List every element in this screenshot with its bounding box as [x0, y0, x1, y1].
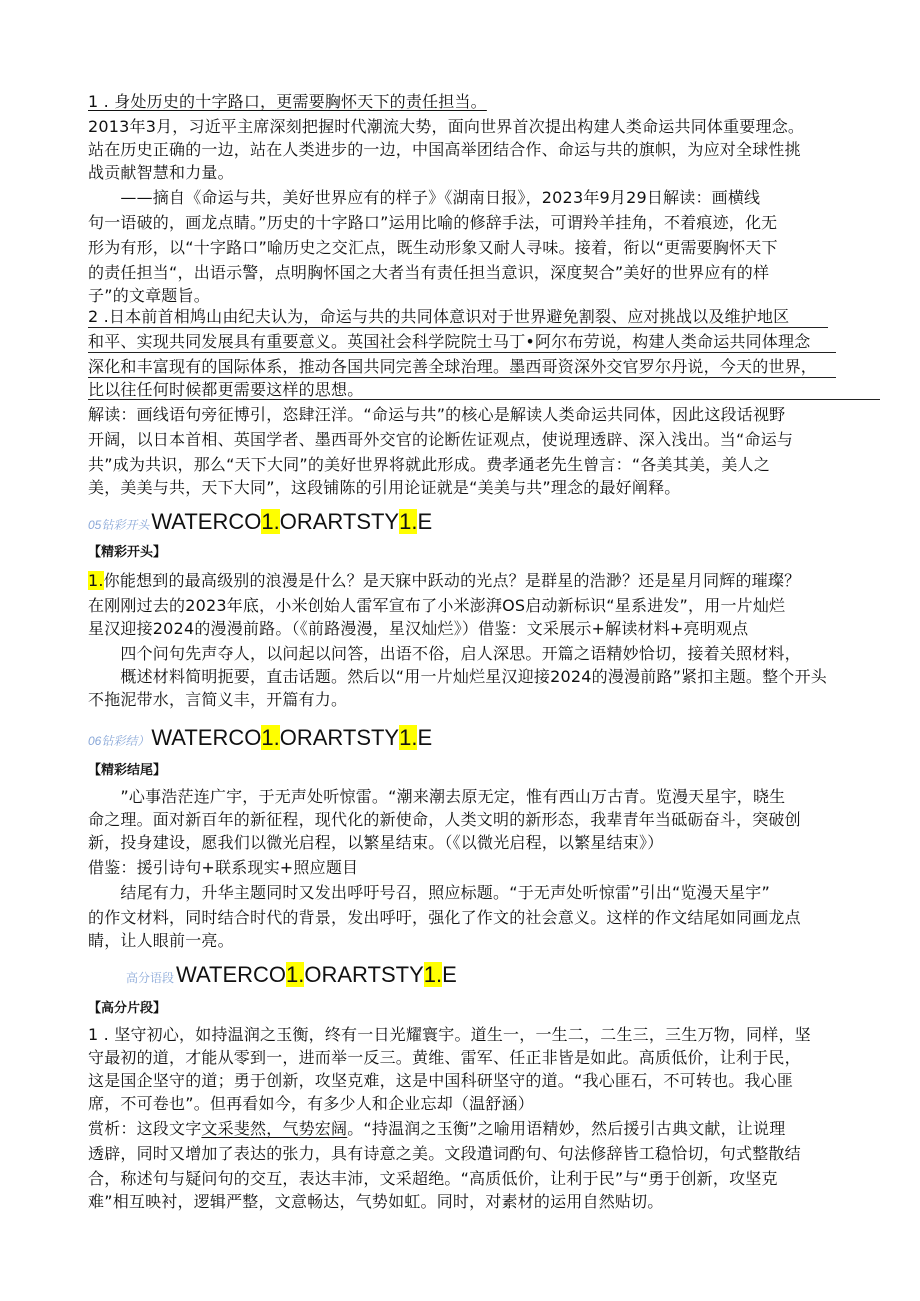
line-text: 你能想到的最高级别的浪漫是什么？是天寐中跃动的光点？是群星的浩渺？还是星月同辉的璀璨？	[103, 571, 801, 590]
reading-line: 共”成为共识，那么“天下大同”的美好世界将就此形成。费孝通老先生曾言：“各美其美，美人之	[88, 455, 770, 474]
underline-rule	[88, 399, 880, 400]
paragraph-line: 结尾有力，升华主题同时又发出呼吁号召，照应标题。“于无声处听惊雷”引出“览漫天星宇”	[88, 883, 770, 902]
heading-text: E	[417, 509, 433, 534]
paragraph-line: 四个问句先声夺人，以问起以问答，出语不俗，启人深思。开篇之语精妙恰切，接着关照材料，	[88, 644, 801, 663]
section-label: 06钻彩结）	[88, 734, 150, 748]
heading-text: E	[442, 962, 457, 987]
section-label: 05钻彩开头	[88, 518, 150, 532]
paragraph-line: 在刚刚过去的2023年底，小米创始人雷军宣布了小米澎湃OS启动新标识“星系进发”，用一片灿烂	[88, 596, 786, 615]
highlight-mark: 1.	[261, 725, 280, 750]
line-text: 赏析：这段文字	[88, 1119, 202, 1138]
paragraph-line	[88, 569, 848, 592]
item-2-line: 和平、实现共同发展具有重要意义。英国社会科学院院士马丁•阿尔布劳说，构建人类命运共同体理念	[88, 332, 811, 351]
paragraph-line: 2013年3月，习近平主席深刻把握时代潮流大势，面向世界首次提出构建人类命运共同体重要理念。	[88, 117, 805, 136]
section-tag: 【高分片段】	[88, 1001, 167, 1016]
highlight-mark: 1.	[286, 962, 305, 987]
highlight-mark: 1.	[88, 571, 104, 590]
section-tag: 【精彩结尾】	[88, 763, 167, 778]
reading-line: 开阔，以日本首相、英国学者、墨西哥外交官的论断佐证观点，使说理透辟、深入浅出。当“命运与	[88, 430, 794, 449]
paragraph-line: 形为有形，以“十字路口”喻历史之交汇点，既生动形象又耐人寻味。接着，衔以“更需要胸怀天下	[88, 238, 778, 257]
item-2-line: 深化和丰富现有的国际体系，推动各国共同完善全球治理。墨西哥资深外交官罗尔丹说，今天的世界，	[88, 357, 818, 376]
paragraph-line: 的作文材料，同时结合时代的背景，发出呼吁，强化了作文的社会意义。这样的作文结尾如同画龙点	[88, 908, 801, 927]
section-heading-07	[126, 961, 457, 992]
paragraph-line: 席，不可卷也”。但再看如今，有多少人和企业忘却（温舒涵）	[88, 1094, 534, 1113]
heading-text: ORARTSTY	[304, 962, 424, 987]
section-label: 高分语段	[126, 971, 175, 985]
paragraph-line: 透辟，同时又增加了表达的张力，具有诗意之美。文段遣词酌句、句法修辞皆工稳恰切，句式整散结	[88, 1144, 801, 1163]
appreciation-line	[88, 1117, 848, 1140]
section-tag: 【精彩开头】	[88, 545, 167, 560]
reading-line: 美，美美与共，天下大同”，这段铺陈的引用论证就是“美美与共”理念的最好阐释。	[88, 478, 681, 497]
paragraph-line: 合，称述句与疑问句的交互，表达丰沛，文采超绝。“高质低价，让利于民”与“勇于创新，攻坚克	[88, 1169, 778, 1188]
paragraph-line: 站在历史正确的一边，站在人类进步的一边，中国高举团结合作、命运与共的旗帜，为应对全球性挑	[88, 140, 801, 159]
reading-line: 解读：画线语句旁征博引，恣肆汪洋。“命运与共”的核心是解读人类命运共同体，因此这段话视野	[88, 405, 786, 424]
paragraph-line: 子”的文章题旨。	[88, 286, 210, 305]
paragraph-line: 1 . 坚守初心，如持温润之玉衡，终有一日光耀寰宇。道生一，一生二，二生三，三生万物，同样，坚	[88, 1025, 811, 1044]
heading-text: WATERCO	[176, 962, 287, 987]
paragraph-line: 借鉴：援引诗句+联系现实+照应题目	[88, 858, 359, 877]
underline-rule	[88, 327, 828, 328]
source-line: ——摘自《命运与共，美好世界应有的样子》《湖南日报》，2023年9月29日解读：画横线	[88, 188, 761, 207]
section-heading-05	[88, 508, 432, 539]
highlight-mark: 1.	[399, 509, 418, 534]
paragraph-line: 的责任担当“，出语示警，点明胸怀国之大者当有责任担当意识，深度契合”美好的世界应有的样	[88, 263, 770, 282]
paragraph-line: 难”相互映衬，逻辑严整，文意畅达，气势如虹。同时，对素材的运用自然贴切。	[88, 1192, 664, 1211]
highlight-mark: 1.	[423, 962, 443, 987]
paragraph-line: 战贡献智慧和力量。	[88, 163, 234, 182]
line-text: 。“持温润之玉衡”之喻用语精妙，然后援引古典文献，让说理	[347, 1119, 786, 1138]
paragraph-line: 句一语破的，画龙点睛。”历史的十字路口”运用比喻的修辞手法，可谓羚羊挂角，不着痕迹，化无	[88, 213, 778, 232]
item-1-title: 1 . 身处历史的十字路口，更需要胸怀天下的责任担当。	[88, 92, 487, 111]
underlined-phrase: 文采斐然，气势宏阔	[201, 1119, 348, 1138]
paragraph-line: 不拖泥带水，言简义丰，开篇有力。	[88, 690, 348, 709]
paragraph-line: 星汉迎接2024的漫漫前路。（《前路漫漫，星汉灿烂》）借鉴：文采展示+解读材料+亮明观点	[88, 619, 749, 638]
heading-text: WATERCO	[151, 725, 262, 750]
highlight-mark: 1.	[261, 509, 280, 534]
paragraph-line: 这是国企坚守的道；勇于创新，攻坚克难，这是中国科研坚守的道。“我心匪石，不可转也。我心匪	[88, 1071, 794, 1090]
underline-rule	[88, 352, 836, 353]
highlight-mark: 1.	[399, 725, 418, 750]
paragraph-line: 守最初的道，才能从零到一，进而举一反三。黄维、雷军、任正非皆是如此。高质低价，让利于民，	[88, 1048, 801, 1067]
heading-text: ORARTSTY	[279, 509, 400, 534]
section-heading-06	[88, 724, 432, 755]
heading-text: WATERCO	[151, 509, 262, 534]
item-2-line: 比以往任何时候都更需要这样的思想。	[88, 380, 364, 399]
paragraph-line: ”心事浩茫连广宇，于无声处听惊雷。“潮来潮去原无定，惟有西山万古青。览漫天星宇，晓生	[88, 787, 786, 806]
paragraph-line: 命之理。面对新百年的新征程，现代化的新使命，人类文明的新形态，我辈青年当砥砺奋斗，突破创	[88, 810, 801, 829]
item-2-line: 2 .日本前首相鸠山由纪夫认为，命运与共的共同体意识对于世界避免割裂、应对挑战以及维护地区	[88, 307, 790, 326]
heading-text: ORARTSTY	[279, 725, 400, 750]
paragraph-line: 新，投身建设，愿我们以微光启程，以繁星结束。（《以微光启程，以繁星结束》）	[88, 833, 664, 852]
paragraph-line: 概述材料简明扼要，直击话题。然后以“用一片灿烂星汉迎接2024的漫漫前路”紧扣主题。整个开头	[88, 667, 827, 686]
paragraph-line: 睛，让人眼前一亮。	[88, 931, 234, 950]
heading-text: E	[417, 725, 433, 750]
